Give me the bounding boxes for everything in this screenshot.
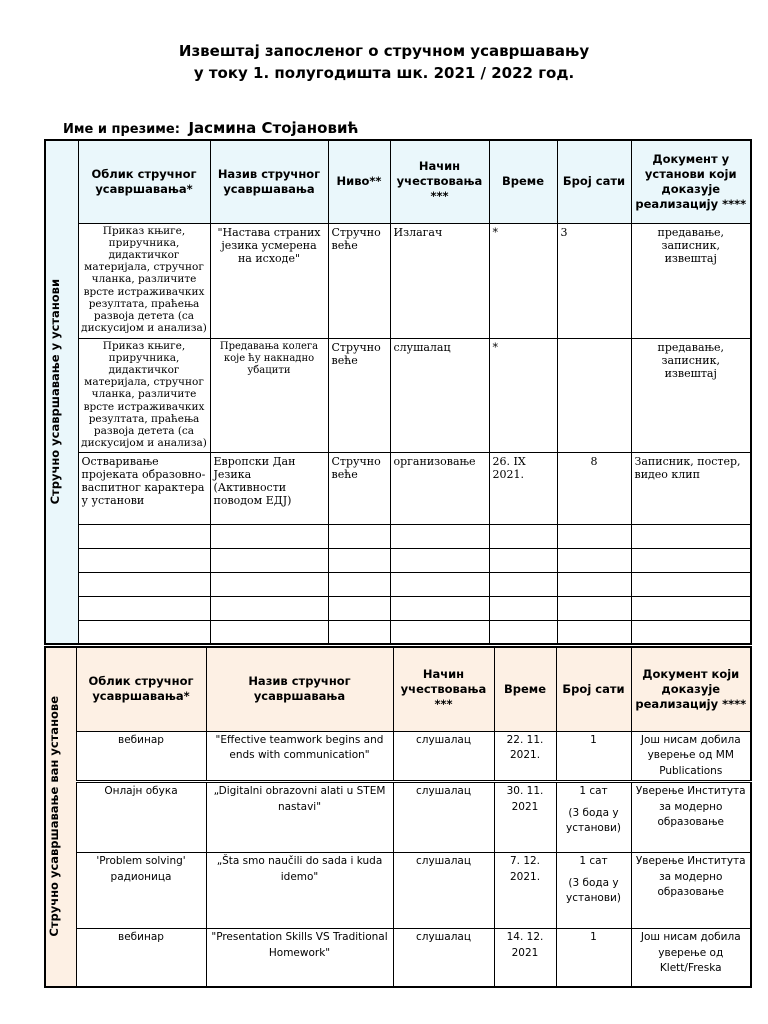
table2-header-row [45, 647, 751, 731]
cell-sati: 8 [557, 452, 631, 524]
table2-side-label: Стручно усавршавање ван установе [45, 647, 76, 987]
table-row [45, 731, 751, 782]
cell-naziv: Предавања колега које ћу накнадно убацити [210, 338, 328, 452]
name-label: Име и презиме: [63, 122, 180, 137]
table1-header-nivo: Ниво** [328, 140, 390, 223]
cell-vreme: 22. 11. 2021. [494, 731, 556, 782]
table2-header-naziv: Назив стручног усавршавања [206, 647, 393, 731]
cell-naziv: „Digitalni obrazovni alati u STEM nastavi" [206, 782, 393, 853]
cell-naziv: "Presentation Skills VS Traditional Homework" [206, 929, 393, 987]
empty-row [45, 620, 751, 644]
cell-naziv: "Effective teamwork begins and ends with communication" [206, 731, 393, 782]
cell-nivo: Стручно веће [328, 452, 390, 524]
table2-header-oblik: Облик стручног усавршавања* [76, 647, 206, 731]
cell-vreme: * [489, 338, 557, 452]
cell-vreme: 14. 12. 2021 [494, 929, 556, 987]
table-row [45, 452, 751, 524]
cell-vreme: 7. 12. 2021. [494, 853, 556, 929]
empty-row [45, 572, 751, 596]
cell-sati [557, 338, 631, 452]
cell-sati-value: 1 сат [579, 855, 608, 867]
table1-header-dokument: Документ у установи који доказује реализацију **** [631, 140, 751, 223]
name-value: Јасмина Стојановић [188, 119, 359, 137]
table-row [45, 782, 751, 853]
cell-sati: 3 [557, 223, 631, 338]
cell-dokument: Још нисам добила уверење од Klett/Freska [631, 929, 751, 987]
cell-sati-value: 1 [590, 931, 597, 943]
cell-oblik: вебинар [76, 731, 206, 782]
cell-oblik: вебинар [76, 929, 206, 987]
in-school-training-table [44, 139, 752, 645]
cell-sati-note: (3 бода у установи) [566, 876, 621, 904]
report-title [0, 40, 768, 84]
empty-row [45, 524, 751, 548]
cell-naziv: "Настава страних језика усмерена на исходе" [210, 223, 328, 338]
table-row [45, 929, 751, 987]
cell-nacin: организовање [390, 452, 489, 524]
cell-oblik: Остваривање пројеката образовно-васпитног карактера у установи [78, 452, 210, 524]
empty-row [45, 596, 751, 620]
cell-nacin: слушалац [393, 731, 494, 782]
cell-sati-note: (3 бода у установи) [566, 806, 621, 834]
table1-header-naziv: Назив стручног усавршавања [210, 140, 328, 223]
cell-nacin: слушалац [393, 782, 494, 853]
cell-nivo: Стручно веће [328, 223, 390, 338]
title-line-1: Извештај запосленог о стручном усавршавању [178, 42, 590, 60]
cell-dokument: Записник, постер, видео клип [631, 452, 751, 524]
cell-nacin: слушалац [393, 929, 494, 987]
table1-header-sati: Број сати [557, 140, 631, 223]
cell-nacin: слушалац [393, 853, 494, 929]
empty-row [45, 548, 751, 572]
cell-dokument: предавање, записник, извештај [631, 223, 751, 338]
cell-vreme: 30. 11. 2021 [494, 782, 556, 853]
cell-naziv: „Šta smo naučili do sada i kuda idemo" [206, 853, 393, 929]
table2-header-vreme: Време [494, 647, 556, 731]
name-row [63, 119, 358, 137]
cell-oblik: Приказ књиге, приручника, дидактичког материјала, стручног чланка, различите врсте истраживачких резултата, праћења развоја детета (са дискусијом и анализа) [78, 223, 210, 338]
cell-vreme: * [489, 223, 557, 338]
cell-sati [556, 731, 631, 782]
table1-header-nacin: Начин учествовања *** [390, 140, 489, 223]
table-row [45, 338, 751, 452]
cell-dokument: Још нисам добила уверење од MM Publications [631, 731, 751, 782]
table1-header-oblik: Облик стручног усавршавања* [78, 140, 210, 223]
cell-dokument: Уверење Института за модерно образовање [631, 853, 751, 929]
cell-sati [556, 853, 631, 929]
cell-oblik: Приказ књиге, приручника, дидактичког материјала, стручног чланка, различите врсте истраживачких резултата, праћења развоја детета (са дискусијом и анализа) [78, 338, 210, 452]
cell-vreme: 26. IX 2021. [489, 452, 557, 524]
cell-sati [556, 929, 631, 987]
table1-header-vreme: Време [489, 140, 557, 223]
cell-sati-value: 1 [590, 733, 597, 746]
cell-nacin: Излагач [390, 223, 489, 338]
cell-dokument: предавање, записник, извештај [631, 338, 751, 452]
cell-oblik: 'Problem solving' радионица [76, 853, 206, 929]
cell-nacin: слушалац [390, 338, 489, 452]
table2-header-sati: Број сати [556, 647, 631, 731]
cell-dokument: Уверење Института за модерно образовање [631, 782, 751, 853]
title-line-2: у току 1. полугодишта шк. 2021 / 2022 год. [193, 64, 575, 82]
table2-header-dokument: Документ који доказује реализацију **** [631, 647, 751, 731]
cell-sati [556, 782, 631, 853]
table-row [45, 223, 751, 338]
table1-side-label: Стручно усавршавање у установи [45, 140, 78, 644]
cell-oblik: Онлајн обука [76, 782, 206, 853]
table1-header-row [45, 140, 751, 223]
external-training-table [44, 646, 752, 988]
cell-naziv: Европски Дан Језика (Активности поводом ЕДЈ) [210, 452, 328, 524]
cell-sati-value: 1 сат [579, 785, 608, 797]
table-row [45, 853, 751, 929]
table2-header-nacin: Начин учествовања *** [393, 647, 494, 731]
cell-nivo: Стручно веће [328, 338, 390, 452]
